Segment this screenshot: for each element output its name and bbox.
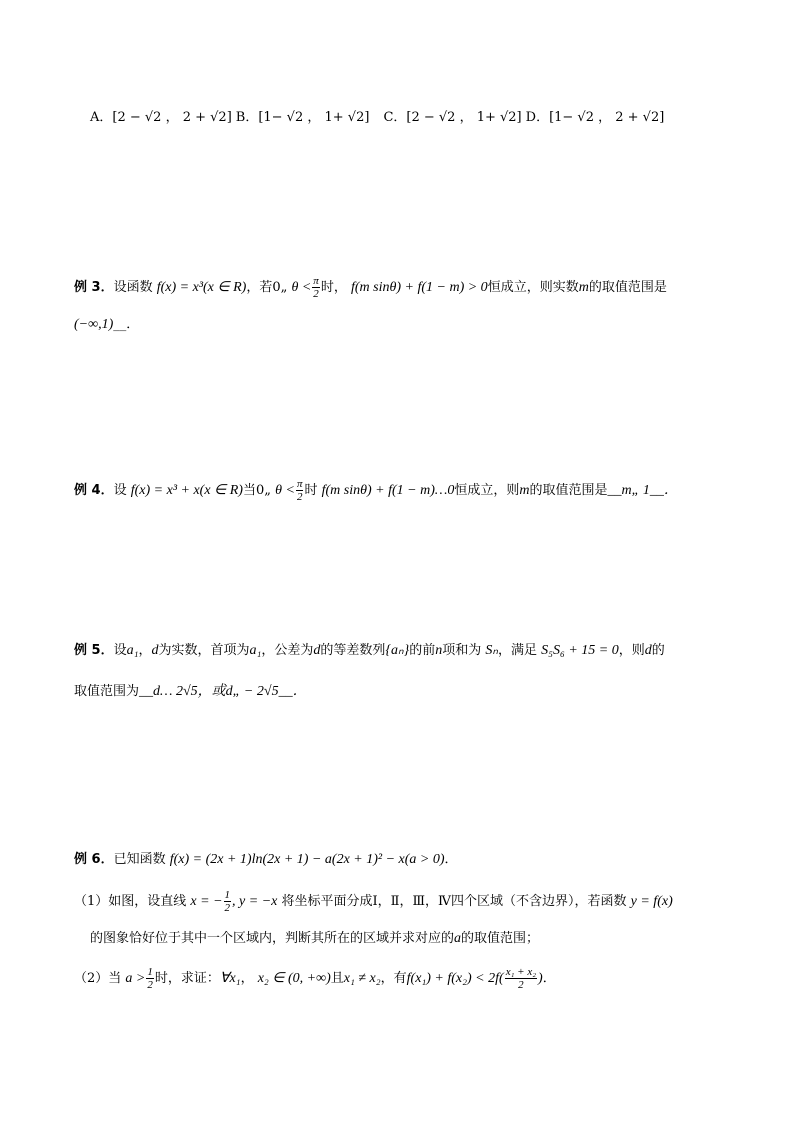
example-6-math: a [454, 931, 462, 946]
example-4-answer: __m„ 1__． [607, 483, 678, 498]
example-5-text: 为实数，首项为 [158, 643, 250, 658]
example-3-inequality: f(m sinθ) + f(1 − m) > 0 [350, 280, 488, 295]
example-5-math: Sₙ [485, 643, 498, 658]
example-5-math: d [151, 643, 159, 658]
example-6-fraction [224, 889, 232, 914]
example-5-text: 的等差数列 [320, 643, 386, 658]
example-6-math: x = − [190, 894, 223, 909]
example-4-inequality: f(m sinθ) + f(1 − m)…0 [321, 483, 455, 498]
example-4-text: 的取值范围是 [529, 483, 608, 498]
example-6-text: ． [444, 852, 458, 867]
example-6-text: ． [542, 971, 556, 986]
choices-line [90, 108, 664, 128]
example-5-equation: S₅S₆ + 15 = 0 [541, 643, 619, 658]
choice-c: C．[2 − √2 ， 1+ √2] [383, 110, 522, 125]
example-6-math: y = f(x) [630, 894, 673, 909]
example-3-fraction [312, 275, 320, 300]
fraction-denominator: 2 [224, 902, 231, 914]
example-6-text: （2）当 [74, 971, 122, 986]
example-4-function: f(x) = x³ + x(x ∈ R) [130, 483, 243, 498]
example-5-math: a₁ [249, 643, 262, 658]
example-4-text: 恒成立，则 [454, 483, 520, 498]
example-6-text: 的图象恰好位于其中一个区域内，判断其所在的区域并求对应的 [90, 931, 455, 946]
example-6-math: , y = −x [232, 894, 278, 909]
example-6-math: ) [538, 971, 543, 986]
example-3-tail: __． [113, 317, 140, 332]
example-4-text: 时 [304, 483, 318, 498]
example-5-text: ，则 [618, 643, 645, 658]
example-5-math: d [313, 643, 321, 658]
example-5-answer: __d… 2√5，或d„ − 2√5__． [139, 684, 307, 699]
fraction-denominator: 2 [518, 979, 524, 991]
example-6-text: ， [240, 971, 254, 986]
fraction-denominator: 2 [147, 979, 153, 991]
choice-b: B．[1− √2 ， 1+ √2] [235, 110, 370, 125]
example-4-fraction [296, 478, 304, 503]
example-6-fraction [505, 966, 537, 991]
example-6-function: f(x) = (2x + 1)ln(2x + 1) − a(2x + 1)² − x(a > 0) [169, 852, 445, 867]
example-6-part-1-line-2 [90, 929, 539, 949]
example-3-text: 时， [320, 280, 347, 295]
example-5-line-2 [74, 682, 307, 702]
example-3-line-1 [74, 275, 667, 300]
example-5-math: {aₙ} [385, 643, 410, 658]
example-5-line-1 [74, 641, 665, 661]
example-6-line-1 [74, 850, 458, 870]
example-5-text: 的前 [409, 643, 436, 658]
example-6-math: x₂ ∈ (0, +∞) [257, 971, 331, 986]
fraction-denominator: 2 [313, 288, 319, 300]
example-3-math: θ < [291, 280, 312, 295]
example-5-text: 设 [113, 643, 127, 658]
example-3-answer: (−∞,1) [74, 317, 114, 332]
example-3-text: 设函数 [113, 280, 153, 295]
choice-a: A．[2 − √2 ， 2 + √2] [90, 110, 232, 125]
example-6-text: 的取值范围； [461, 931, 540, 946]
example-6-text: 时，求证： [154, 971, 220, 986]
fraction-numerator: π [296, 478, 303, 490]
example-6-text: ，有 [380, 971, 407, 986]
example-4-math: θ < [275, 483, 295, 498]
example-6-text: 将坐标平面分成Ⅰ，Ⅱ，Ⅲ，Ⅳ四个区域（不含边界），若函数 [281, 894, 627, 909]
fraction-numerator: 1 [224, 889, 231, 901]
example-5-text: 项和为 [442, 643, 482, 658]
example-3-function: f(x) = x³(x ∈ R) [156, 280, 247, 295]
example-3-var: m [578, 280, 589, 295]
example-3-text: ，若0„ [246, 280, 288, 295]
example-5-text: ， [138, 643, 152, 658]
fraction-numerator: 1 [147, 966, 153, 978]
choice-d: D．[1− √2 ， 2 + √2] [525, 110, 665, 125]
example-6-part-2-line [74, 966, 556, 991]
example-3-text: 恒成立，则实数 [487, 280, 579, 295]
example-6-math: ∀x₁ [219, 971, 241, 986]
example-6-text: 且 [330, 971, 344, 986]
example-5-math: n [435, 643, 443, 658]
example-3-label: 例 3． [74, 280, 114, 295]
example-3-line-2 [74, 315, 139, 335]
fraction-numerator: x₁ + x₂ [505, 966, 537, 978]
example-5-math: a₁ [126, 643, 139, 658]
example-4-label: 例 4． [74, 483, 114, 498]
example-3-text: 的取值范围是 [588, 280, 667, 295]
example-5-text: ，公差为 [261, 643, 314, 658]
example-6-text: 已知函数 [113, 852, 166, 867]
fraction-numerator: π [313, 275, 319, 287]
example-6-fraction [146, 966, 154, 991]
example-6-math: f(x₁) + f(x₂) < 2f( [406, 971, 504, 986]
example-6-text: （1）如图，设直线 [74, 894, 187, 909]
fraction-denominator: 2 [296, 491, 303, 503]
example-4-text: 当0„ [242, 483, 271, 498]
example-6-label: 例 6． [74, 852, 114, 867]
example-5-text: ，满足 [497, 643, 537, 658]
example-6-math: x₁ ≠ x₂ [343, 971, 381, 986]
example-5-math: d [644, 643, 652, 658]
example-4-text: 设 [113, 483, 127, 498]
example-5-text: 的 [651, 643, 665, 658]
example-6-math: a > [125, 971, 146, 986]
example-6-part-1-line-1 [74, 889, 673, 914]
example-4-line-1 [74, 478, 678, 503]
example-4-var: m [519, 483, 530, 498]
example-5-label: 例 5． [74, 643, 114, 658]
example-5-text: 取值范围为 [74, 684, 140, 699]
